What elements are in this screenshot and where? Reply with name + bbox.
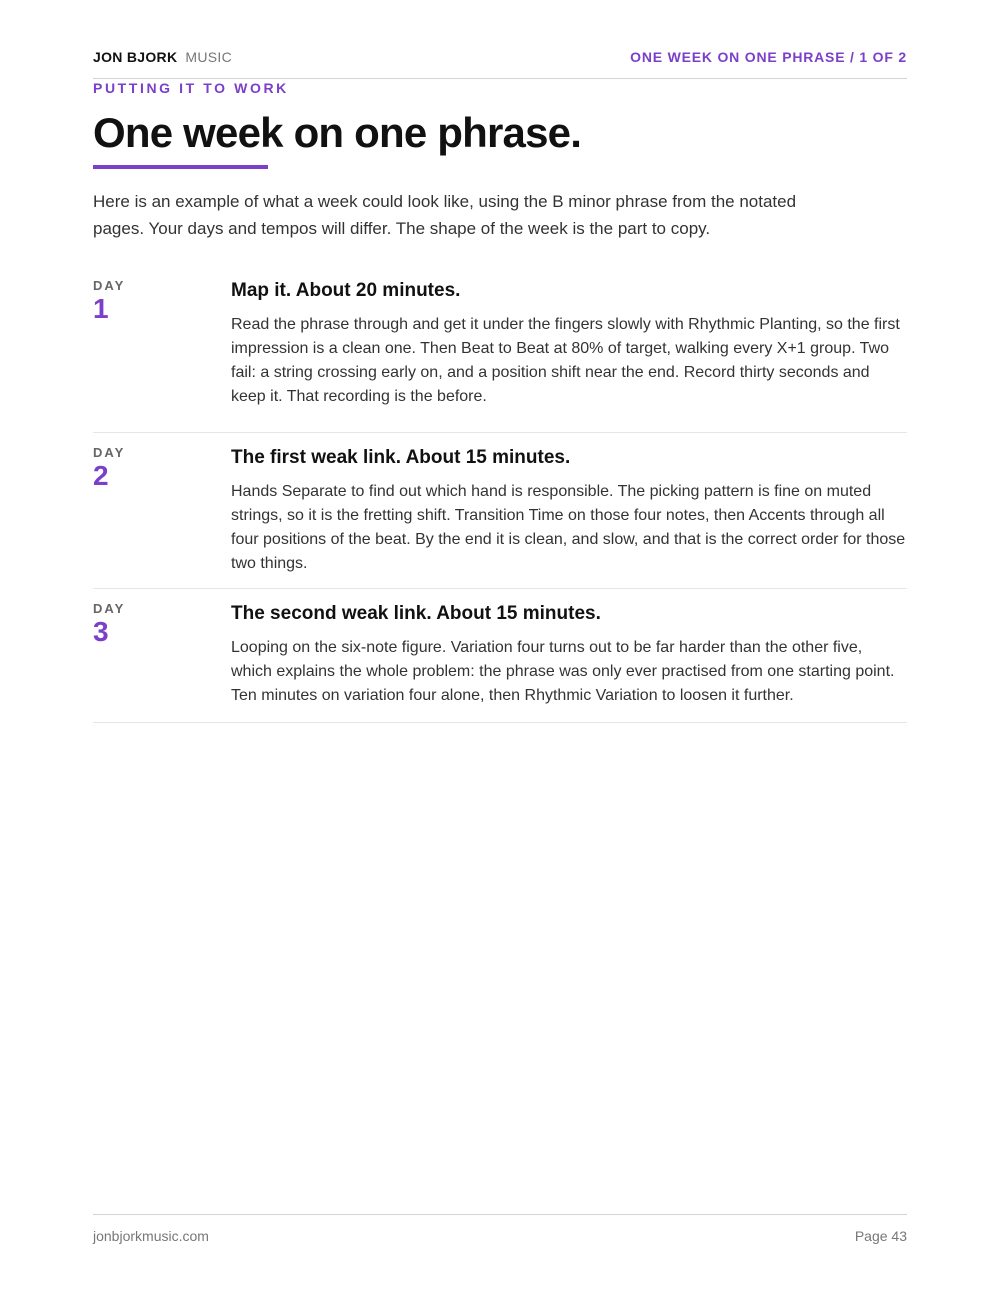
header-divider: [93, 78, 907, 79]
day-label: [93, 601, 231, 722]
day-text: Hands Separate to find out which hand is responsible. The picking pattern is fine on muted strings, so it is the fretting shift. Transition Time on those four notes, then Accents through all four positions of the beat. By the end it is clean, and slow, and that is the correct order for those two things.: [231, 483, 906, 572]
brand: [93, 49, 232, 65]
day-heading: The first weak link. About 15 minutes.: [231, 447, 571, 468]
day-label: [93, 278, 231, 432]
section-eyebrow: PUTTING IT TO WORK: [93, 80, 289, 96]
title-underline: [93, 165, 268, 169]
page-footer: [93, 1228, 907, 1244]
document-page: [93, 0, 907, 1294]
day-text: Looping on the six-note figure. Variation four turns out to be far harder than the other five, which explains the whole problem: the phrase was only ever practised from one starting point. Ten minutes on variation four alone, then Rhythmic Variation to loosen it further.: [231, 639, 895, 704]
day-number: 2: [93, 460, 109, 491]
page-title: One week on one phrase.: [93, 109, 582, 156]
page-header: [93, 47, 907, 67]
day-word: DAY: [93, 601, 126, 616]
footer-divider: [93, 1214, 907, 1215]
day-word: DAY: [93, 445, 126, 460]
day-heading: Map it. About 20 minutes.: [231, 280, 461, 301]
day-text: Read the phrase through and get it under the fingers slowly with Rhythmic Planting, so the first impression is a clean one. Then Beat to Beat at 80% of target, walking every X+1 group. Two fail: a string crossing early on, and a position shift near the end. Record thirty seconds and keep it. That recording is the before.: [231, 316, 900, 405]
day-heading: The second weak link. About 15 minutes.: [231, 603, 601, 624]
day-list: [93, 266, 907, 723]
day-entry-3: [93, 589, 907, 723]
intro-paragraph: Here is an example of what a week could look like, using the B minor phrase from the notated pages. Your days and tempos will differ. The shape of the week is the part to copy.: [93, 192, 797, 238]
day-body: [231, 445, 907, 588]
brand-name: JON BJORK: [93, 49, 178, 65]
running-title: ONE WEEK ON ONE PHRASE / 1 OF 2: [630, 49, 907, 65]
day-number: 3: [93, 616, 109, 647]
footer-site-link[interactable]: jonbjorkmusic.com: [93, 1228, 209, 1244]
day-entry-1: [93, 266, 907, 433]
day-body: [231, 278, 907, 432]
brand-sub: MUSIC: [185, 49, 233, 65]
day-body: [231, 601, 907, 722]
day-word: DAY: [93, 278, 126, 293]
day-number: 1: [93, 293, 109, 324]
page-number: Page 43: [854, 1228, 907, 1244]
day-entry-2: [93, 433, 907, 589]
day-label: [93, 445, 231, 588]
